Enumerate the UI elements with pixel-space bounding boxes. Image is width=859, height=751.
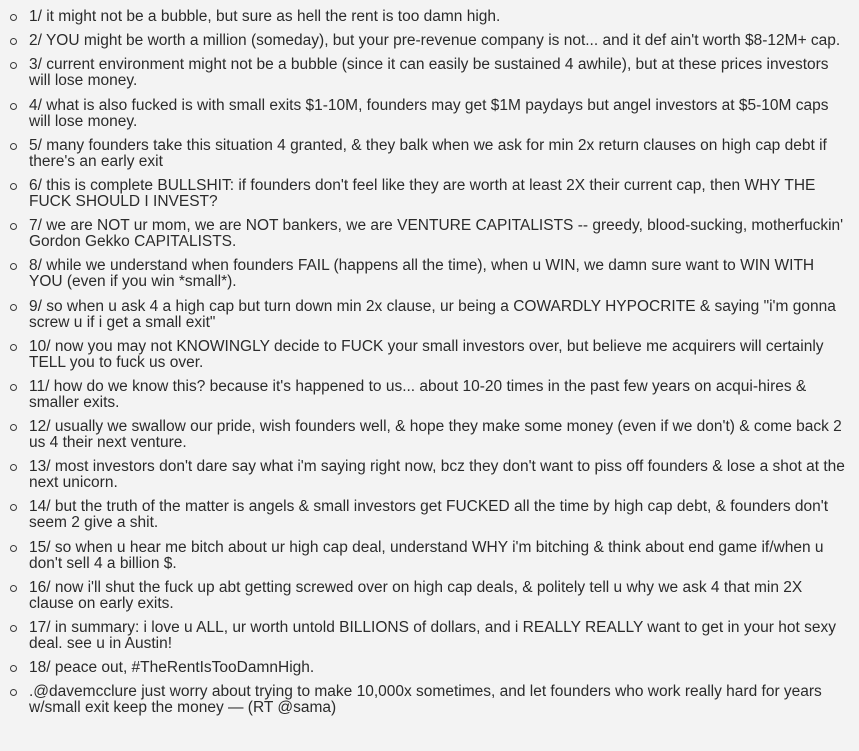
tweet-text: .@davemcclure just worry about trying to make 10,000x sometimes, and let founders who work really hard for years w/small exit keep the money — (RT @sama) (29, 683, 822, 717)
list-item (29, 540, 847, 572)
tweet-text: 17/ in summary: i love u ALL, ur worth untold BILLIONS of dollars, and i REALLY REALLY want to get in your hot sexy deal. see u in Austin! (29, 619, 836, 652)
list-item (29, 580, 847, 612)
bullet-icon (10, 103, 17, 110)
bullet-icon (10, 304, 17, 311)
tweet-text: 4/ what is also fucked is with small exits $1-10M, founders may get $1M paydays but angel investors at $5-10M caps will lose money. (29, 96, 829, 130)
list-item (29, 499, 847, 531)
bullet-icon (10, 263, 17, 270)
tweet-text: 9/ so when u ask 4 a high cap but turn down min 2x clause, ur being a COWARDLY HYPOCRITE & saying "i'm gonna screw u if i get a small exit" (29, 297, 836, 331)
bullet-icon (10, 545, 17, 552)
list-item (29, 419, 847, 451)
list-item (29, 459, 847, 491)
bullet-icon (10, 183, 17, 190)
bullet-icon (10, 14, 17, 21)
bullet-icon (10, 143, 17, 150)
tweet-text: 3/ current environment might not be a bubble (since it can easily be sustained 4 awhile), but at these prices investors will lose money. (29, 56, 829, 90)
tweet-text: 8/ while we understand when founders FAIL (happens all the time), when u WIN, we damn sure want to WIN WITH YOU (even if you win *small*). (29, 257, 815, 291)
list-item (29, 339, 847, 371)
list-item (29, 178, 847, 210)
list-item (29, 98, 847, 130)
bullet-icon (10, 223, 17, 230)
list-item (29, 258, 847, 290)
bullet-icon (10, 38, 17, 45)
list-item (29, 57, 847, 89)
bullet-icon (10, 585, 17, 592)
bullet-icon (10, 665, 17, 672)
tweet-text: 6/ this is complete BULLSHIT: if founders don't feel like they are worth at least 2X their current cap, then WHY THE FUCK SHOULD I INVEST? (29, 176, 816, 210)
bullet-icon (10, 384, 17, 391)
tweet-text: 5/ many founders take this situation 4 granted, & they balk when we ask for min 2x return clauses on high cap debt if there's an early exit (29, 136, 827, 170)
bullet-icon (10, 424, 17, 431)
tweet-text: 7/ we are NOT ur mom, we are NOT bankers, we are VENTURE CAPITALISTS -- greedy, blood-sucking, motherfuckin' Gordon Gekko CAPITALISTS. (29, 217, 844, 251)
bullet-icon (10, 62, 17, 69)
bullet-icon (10, 464, 17, 471)
tweet-text: 12/ usually we swallow our pride, wish founders well, & hope they make some money (even if we don't) & come back 2 us 4 their next venture. (29, 418, 842, 452)
list-item (29, 379, 847, 411)
list-item (29, 218, 847, 250)
tweet-text: 15/ so when u hear me bitch about ur high cap deal, understand WHY i'm bitching & think about end game if/when u don't sell 4 a billion $. (29, 538, 824, 572)
tweet-text: 2/ YOU might be worth a million (someday), but your pre-revenue company is not... and it def ain't worth $8-12M+ cap. (29, 32, 841, 50)
bullet-icon (10, 504, 17, 511)
list-item (29, 660, 847, 676)
list-item (29, 299, 847, 331)
list-item (29, 620, 847, 652)
bullet-icon (10, 344, 17, 351)
tweet-text: 16/ now i'll shut the fuck up abt getting screwed over on high cap deals, & politely tell u why we ask 4 that min 2X clause on early exits. (29, 578, 803, 612)
list-item (29, 138, 847, 170)
tweet-text: 13/ most investors don't dare say what i'm saying right now, bcz they don't want to piss off founders & lose a shot at the next unicorn. (29, 458, 845, 492)
tweet-text: 18/ peace out, #TheRentIsTooDamnHigh. (29, 659, 315, 677)
list-item (29, 33, 847, 49)
tweet-text: 1/ it might not be a bubble, but sure as hell the rent is too damn high. (29, 8, 501, 25)
bullet-icon (10, 689, 17, 696)
list-item (29, 9, 847, 25)
tweet-text: 14/ but the truth of the matter is angels & small investors get FUCKED all the time by high cap debt, & founders don't seem 2 give a shit. (29, 498, 829, 532)
list-item (29, 684, 847, 716)
tweet-list (0, 9, 859, 716)
tweet-text: 10/ now you may not KNOWINGLY decide to FUCK your small investors over, but believe me acquirers will certainly TELL you to fuck us over. (29, 337, 824, 371)
tweet-text: 11/ how do we know this? because it's happened to us... about 10-20 times in the past few years on acqui-hires & smaller exits. (29, 377, 807, 411)
bullet-icon (10, 625, 17, 632)
